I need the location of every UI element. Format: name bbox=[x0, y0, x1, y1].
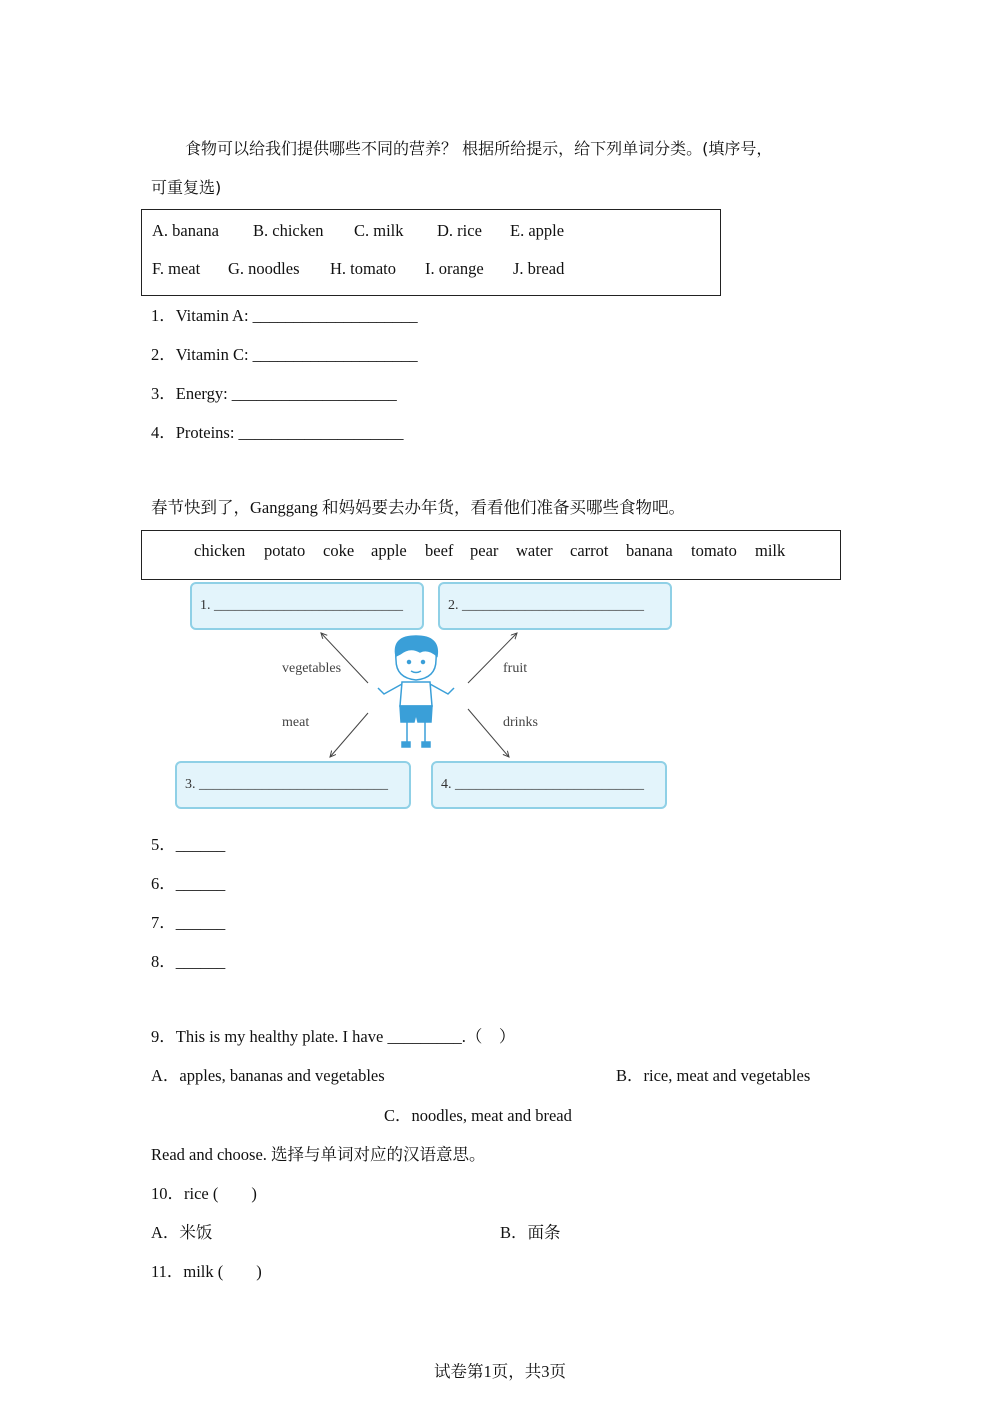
option-i: I. orange bbox=[425, 259, 484, 278]
section1-instruction-line2: 可重复选) bbox=[151, 178, 222, 197]
section2-instruction: 春节快到了，Ganggang 和妈妈要去办年货，看看他们准备买哪些食物吧。 bbox=[151, 498, 685, 517]
word-coke: coke bbox=[323, 541, 355, 560]
question-9-option-a: A．apples, bananas and vegetables bbox=[151, 1066, 385, 1085]
question-3: 3．Energy: ____________________ bbox=[151, 384, 397, 403]
question-5: 5．______ bbox=[151, 835, 226, 854]
word-milk: milk bbox=[755, 541, 786, 560]
question-6: 6．______ bbox=[151, 874, 226, 893]
question-1: 1．Vitamin A: ____________________ bbox=[151, 306, 418, 325]
question-9-option-c: C．noodles, meat and bread bbox=[384, 1106, 572, 1125]
arrow-vegetables bbox=[321, 633, 368, 683]
question-10-option-b: B．面条 bbox=[500, 1223, 561, 1242]
word-tomato: tomato bbox=[691, 541, 737, 560]
answer-box-1-label: 1. ___________________________ bbox=[200, 598, 403, 613]
label-fruit: fruit bbox=[503, 661, 528, 676]
question-9-option-b: B．rice, meat and vegetables bbox=[616, 1066, 811, 1085]
label-meat: meat bbox=[282, 715, 310, 730]
arrow-drinks bbox=[468, 709, 509, 757]
section1-instruction-line1: 食物可以给我们提供哪些不同的营养？ 根据所给提示，给下列单词分类。(填序号， bbox=[185, 139, 773, 158]
word-banana: banana bbox=[626, 541, 673, 560]
word-chicken: chicken bbox=[194, 541, 246, 560]
answer-box-4-label: 4. ___________________________ bbox=[441, 777, 644, 792]
question-10-option-a: A．米饭 bbox=[151, 1223, 213, 1242]
option-b: B. chicken bbox=[253, 221, 324, 240]
option-j: J. bread bbox=[513, 259, 565, 278]
question-2: 2．Vitamin C: ____________________ bbox=[151, 345, 418, 364]
option-d: D. rice bbox=[437, 221, 482, 240]
option-f: F. meat bbox=[152, 259, 201, 278]
word-beef: beef bbox=[425, 541, 454, 560]
arrow-fruit bbox=[468, 633, 517, 683]
section3-instruction: Read and choose. 选择与单词对应的汉语意思。 bbox=[151, 1145, 486, 1164]
question-11: 11．milk ( ) bbox=[151, 1262, 262, 1281]
word-pear: pear bbox=[470, 541, 499, 560]
label-drinks: drinks bbox=[503, 715, 538, 730]
boy-illustration bbox=[378, 636, 454, 747]
question-4: 4．Proteins: ____________________ bbox=[151, 423, 404, 442]
label-vegetables: vegetables bbox=[282, 661, 342, 676]
option-h: H. tomato bbox=[330, 259, 396, 278]
answer-box-3-label: 3. ___________________________ bbox=[185, 777, 388, 792]
question-9: 9．This is my healthy plate. I have _________.（ ） bbox=[151, 1027, 516, 1046]
page-footer: 试卷第1页，共3页 bbox=[434, 1362, 566, 1381]
option-a: A. banana bbox=[152, 221, 219, 240]
word-water: water bbox=[516, 541, 553, 560]
option-c: C. milk bbox=[354, 221, 404, 240]
question-10: 10．rice ( ) bbox=[151, 1184, 257, 1203]
word-carrot: carrot bbox=[570, 541, 609, 560]
arrow-meat bbox=[330, 713, 368, 757]
word-apple: apple bbox=[371, 541, 407, 560]
word-potato: potato bbox=[264, 541, 306, 560]
answer-box-2-label: 2. __________________________ bbox=[448, 598, 644, 613]
question-7: 7．______ bbox=[151, 913, 226, 932]
option-e: E. apple bbox=[510, 221, 565, 240]
option-g: G. noodles bbox=[228, 259, 300, 278]
question-8: 8．______ bbox=[151, 952, 226, 971]
